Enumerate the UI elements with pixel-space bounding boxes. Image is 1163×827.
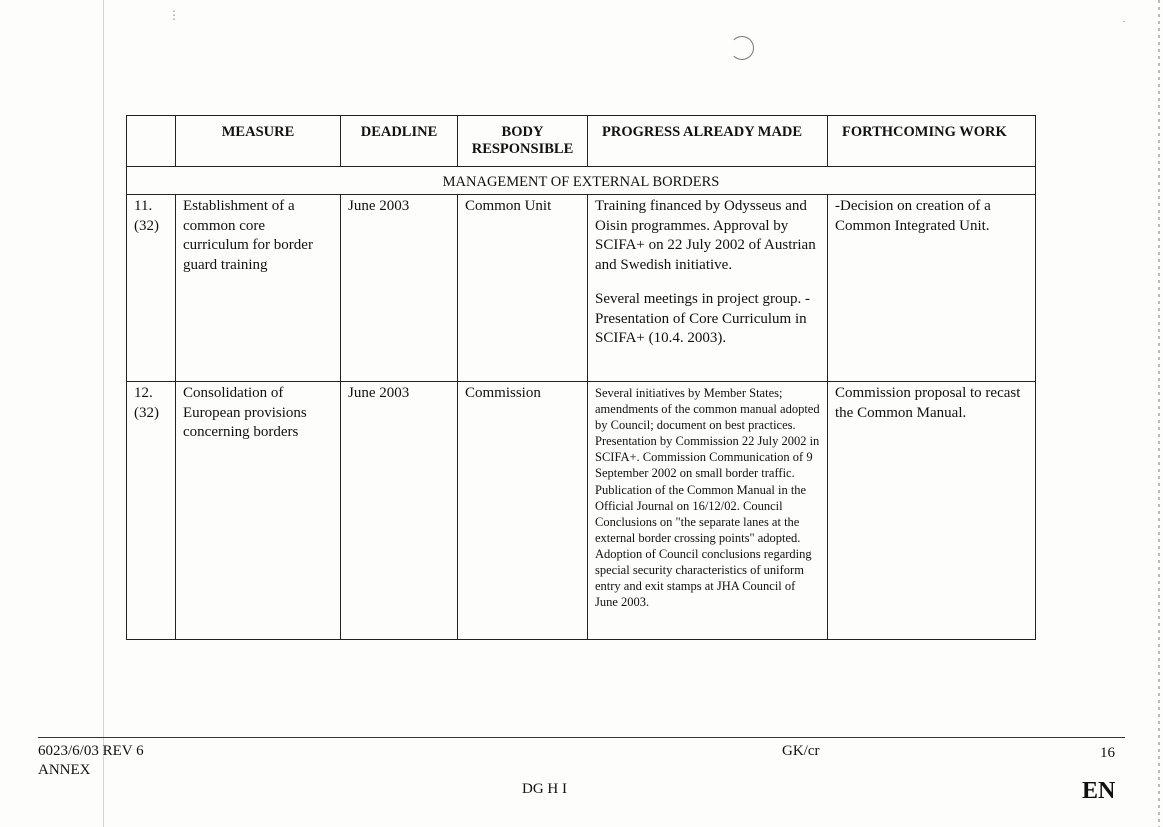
language-code: EN	[1082, 778, 1116, 804]
row-ref: (32)	[134, 217, 159, 234]
row-num: 11.	[134, 198, 153, 214]
forthcoming-cell: Commission proposal to recast the Common Manual.	[828, 382, 1036, 640]
body-cell: Common Unit	[458, 195, 588, 382]
col-header-measure: MEASURE	[176, 116, 341, 167]
body-cell: Commission	[458, 382, 588, 640]
header-row	[127, 116, 1036, 167]
deadline-cell: June 2003	[341, 382, 458, 640]
scan-edge	[1158, 0, 1160, 827]
measure-cell: Consolidation of European provisions concerning borders	[176, 382, 341, 640]
progress-paragraph: Several meetings in project group. -Presentation of Core Curriculum in SCIFA+ (10.4. 2003).	[595, 291, 810, 346]
measure-cell: Establishment of a common core curriculum for border guard training	[176, 195, 341, 382]
scan-mark: ⋮	[168, 8, 180, 22]
measures-table	[126, 115, 1036, 640]
annex-label: ANNEX	[38, 762, 91, 778]
col-header-forthcoming: FORTHCOMING WORK	[828, 116, 1036, 167]
scan-mark	[730, 36, 754, 60]
progress-paragraph: Training financed by Odysseus and Oisin programmes. Approval by SCIFA+ on 22 July 2002 of Austrian and Swedish initiative.	[595, 198, 816, 273]
forthcoming-cell: -Decision on creation of a Common Integrated Unit.	[828, 195, 1036, 382]
row-number	[127, 382, 176, 640]
scan-mark: ·	[1122, 14, 1126, 28]
progress-cell: Several initiatives by Member States; amendments of the common manual adopted by Council; document on best practices. Presentation by Commission 22 July 2002 in SCIFA+. Commission Communication of 9 September 2002 on small border traffic. Publication of the Common Manual in the Official Journal on 16/12/02. Council Conclusions on "the separate lanes at the external border crossing points" adopted. Adoption of Council conclusions regarding special security characteristics of uniform entry and exit stamps at JHA Council of June 2003.	[588, 382, 828, 640]
row-number	[127, 195, 176, 382]
row-ref: (32)	[134, 404, 159, 421]
col-header-body: BODY RESPONSIBLE	[458, 116, 588, 167]
col-header-deadline: DEADLINE	[341, 116, 458, 167]
col-header-num	[127, 116, 176, 167]
section-row	[127, 167, 1036, 195]
footer-divider	[38, 737, 1125, 738]
margin-line	[103, 0, 104, 827]
page-number: 16	[1100, 745, 1115, 761]
progress-cell	[588, 195, 828, 382]
col-header-progress: PROGRESS ALREADY MADE	[588, 116, 828, 167]
row-num: 12.	[134, 385, 153, 401]
table-row	[127, 195, 1036, 382]
directorate: DG H I	[522, 781, 567, 797]
table-row	[127, 382, 1036, 640]
doc-reference: 6023/6/03 REV 6	[38, 743, 144, 759]
deadline-cell: June 2003	[341, 195, 458, 382]
author-initials: GK/cr	[782, 743, 820, 759]
section-title: MANAGEMENT OF EXTERNAL BORDERS	[127, 167, 1036, 195]
